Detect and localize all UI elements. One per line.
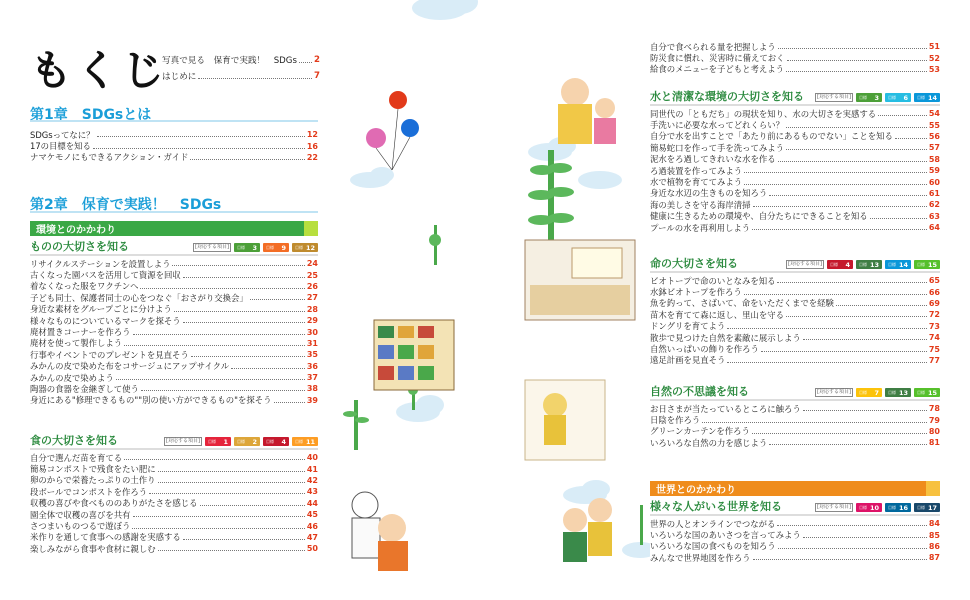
- toc-entry[interactable]: [650, 165, 940, 176]
- toc-entry-page: 62: [928, 200, 940, 210]
- toc-entry-title: 陶器の食器を金継ぎして使う: [30, 384, 139, 394]
- toc-entry-page: 64: [928, 223, 940, 233]
- toc-entry[interactable]: [30, 383, 318, 394]
- toc-entry[interactable]: [650, 52, 940, 63]
- toc-entry-page: 31: [306, 338, 318, 348]
- chapter1-title: 第1章 SDGsとは: [30, 107, 152, 123]
- toc-entry-page: 55: [928, 120, 940, 130]
- toc-entry-title: 給食のメニューを子どもと考えよう: [650, 64, 784, 75]
- toc-entry[interactable]: [30, 292, 318, 303]
- classroom-illustration: [525, 240, 635, 320]
- toc-entry-title: 卵のからで栄養たっぷりの土作り: [30, 475, 156, 486]
- toc-entry-page: 79: [928, 415, 940, 425]
- toc-entry-page: 53: [928, 64, 940, 74]
- toc-entry[interactable]: [30, 304, 318, 315]
- toc-entry-page: 57: [928, 143, 940, 153]
- sdg-goal-badge: 目標 15: [914, 388, 940, 397]
- toc-entry-page: 78: [928, 404, 940, 414]
- toc-entry[interactable]: [650, 437, 940, 448]
- toc-entry[interactable]: [650, 403, 940, 414]
- toc-entry-page: 66: [928, 287, 940, 297]
- toc-entry[interactable]: [30, 326, 318, 337]
- toc-entry[interactable]: [650, 355, 940, 366]
- toc-entry-title: 身近な素材をグループごとに分けよう: [30, 304, 172, 315]
- toc-entry-page: 85: [928, 530, 940, 540]
- toc-entry-page: 16: [306, 141, 318, 151]
- chapter2-title: 第2章 保育で実践！ SDGs: [30, 197, 222, 213]
- toc-entry-title: 17の目標を知る: [30, 141, 91, 152]
- toc-entry-title: 行事やイベントでのプレゼントを見直そう: [30, 349, 189, 360]
- toc-entry[interactable]: [30, 509, 318, 520]
- toc-entry-page: 35: [306, 350, 318, 360]
- toc-entry-title: 苗木を育てて森に返し、里山を守る: [650, 309, 784, 320]
- toc-entry-page: 12: [306, 130, 318, 140]
- toc-entry[interactable]: [30, 532, 318, 543]
- toc-entry-title: 簡易コンポストで残食をたい肥に: [30, 464, 156, 475]
- sdg-goal-badge: 目標 9: [263, 243, 289, 252]
- toc-entry[interactable]: [30, 372, 318, 383]
- toc-entry[interactable]: [30, 463, 318, 474]
- toc-entry-page: 73: [928, 321, 940, 331]
- toc-entry-page: 80: [928, 426, 940, 436]
- sdg-goal-badge: 目標 1: [205, 437, 231, 446]
- toc-entry-title: ナマケモノにもできるアクション・ガイド: [30, 152, 189, 163]
- toc-entry-title: 防災食に慣れ、災害時に備えておく: [650, 53, 785, 64]
- toc-entry[interactable]: [650, 309, 940, 320]
- sdg-goal-badge: 目標 12: [292, 243, 318, 252]
- toc-entry-title: さつまいものつるで遊ぼう: [30, 521, 131, 532]
- balloon-icon: [366, 91, 419, 170]
- toc-entry[interactable]: [30, 452, 318, 463]
- toc-entry[interactable]: [30, 349, 318, 360]
- toc-entry-title: 身近な水辺の生きものを知ろう: [650, 188, 768, 199]
- toc-entry-page: 50: [306, 544, 318, 554]
- toc-entry[interactable]: [30, 129, 318, 140]
- toc-entry[interactable]: [650, 332, 940, 343]
- toc-entry[interactable]: [30, 269, 318, 280]
- sdg-goal-badge: 目標 11: [292, 437, 318, 446]
- toc-entry-title: リサイクルステーションを設置しよう: [30, 258, 171, 269]
- toc-entry-title: みかんの皮で染めよう: [30, 372, 114, 383]
- toc-entry[interactable]: [650, 108, 940, 119]
- toc-entry-page: 69: [928, 298, 940, 308]
- toc-entry[interactable]: [650, 41, 940, 52]
- section-life: [650, 255, 940, 366]
- toc-entry-page: 77: [928, 355, 940, 365]
- toc-entry-title: ビオトープで命のいとなみを知る: [650, 275, 776, 286]
- toc-entry-title: 廃材を使って製作しよう: [30, 338, 123, 349]
- toc-entry-page: 42: [306, 475, 318, 485]
- subsection-title: 様々な人がいる世界を知る: [650, 500, 782, 513]
- related-goals-label: [対応する項目]: [788, 261, 822, 267]
- chapter1-list: [30, 129, 318, 163]
- toc-entry-page: 24: [306, 259, 318, 269]
- section-nature: [650, 383, 940, 449]
- toc-entry-title: SDGsってなに？: [30, 129, 95, 140]
- sdg-goal-badge: 目標 3: [234, 243, 260, 252]
- toc-entry-title: 自分で選んだ苗を育てる: [30, 452, 123, 463]
- toc-entry-page: 41: [306, 464, 318, 474]
- toc-entry-page: 47: [306, 532, 318, 542]
- toc-entry[interactable]: [650, 142, 940, 153]
- intro-list: [162, 52, 320, 84]
- toc-entry-page: 28: [306, 304, 318, 314]
- toc-entry[interactable]: [650, 321, 940, 332]
- toc-entry-title: 自然いっぱいの飾りを作ろう: [650, 344, 759, 355]
- subsection-title: 命の大切さを知る: [650, 257, 738, 270]
- toc-entry-page: 26: [306, 281, 318, 291]
- toc-entry-page: 75: [928, 344, 940, 354]
- toc-entry[interactable]: [650, 131, 940, 142]
- toc-entry-title: みんなで世界地図を作ろう: [650, 552, 751, 563]
- toc-entry-title: いろいろな自然の力を感じよう: [650, 437, 768, 448]
- shelf-illustration: [374, 320, 454, 390]
- sdg-goal-badge: 目標 4: [827, 260, 853, 269]
- toc-entry-title: 古くなった園バスを活用して資源を回収: [30, 270, 181, 281]
- sdg-goal-badge: 目標 15: [914, 260, 940, 269]
- toc-entry-page: 45: [306, 510, 318, 520]
- toc-entry-page: 40: [306, 453, 318, 463]
- sdg-goal-badge: 目標 16: [885, 503, 911, 512]
- sdg-goal-badge: 目標 10: [856, 503, 882, 512]
- toc-entry-page: 72: [928, 310, 940, 320]
- toc-entry-title: 健康に生きるための環境や、自分たちにできることを知る: [650, 211, 868, 222]
- toc-entry-title: 段ボールでコンポストを作ろう: [30, 486, 148, 497]
- toc-entry[interactable]: [30, 475, 318, 486]
- toc-entry[interactable]: [30, 486, 318, 497]
- toc-entry-title: 自分で食べられる量を把握しよう: [650, 41, 776, 52]
- toc-entry[interactable]: [650, 529, 940, 540]
- toc-entry[interactable]: [650, 343, 940, 354]
- sdg-goal-badge: 目標 13: [885, 388, 911, 397]
- toc-entry[interactable]: [30, 361, 318, 372]
- toc-entry[interactable]: [650, 414, 940, 425]
- toc-entry-title: 廃材置きコーナーを作ろう: [30, 327, 131, 338]
- toc-entry-title: 散歩で見つけた自然を素敵に展示しよう: [650, 332, 801, 343]
- toc-entry-title: 収穫の喜びや食べもののありがたさを感じる: [30, 498, 198, 509]
- toc-entry-title: 簡易蛇口を作って手を洗ってみよう: [650, 142, 784, 153]
- subsection-title: 自然の不思議を知る: [650, 385, 749, 398]
- toc-entry-title: お日さまが当たっているところに触ろう: [650, 403, 801, 414]
- toc-entry[interactable]: 写真で見る 保育で実践！ SDGs 2: [162, 55, 320, 66]
- section-people: [650, 498, 940, 564]
- sdg-goal-badge: 目標 4: [263, 437, 289, 446]
- toc-entry-page: 52: [928, 53, 940, 63]
- section-environment: 環境とのかかわり: [30, 221, 318, 236]
- toc-entry-page: 58: [928, 154, 940, 164]
- sdg-goal-badge: 目標 14: [914, 93, 940, 102]
- toc-entry[interactable]: [30, 498, 318, 509]
- toc-entry-title: 魚を釣って、さばいて、命をいただくまでを経験: [650, 298, 834, 309]
- toc-entry-title: 様々なものについているマークを探そう: [30, 315, 181, 326]
- toc-entry-page: 44: [306, 498, 318, 508]
- toc-entry-page: 81: [928, 438, 940, 448]
- toc-entry-page: 51: [928, 42, 940, 52]
- toc-entry[interactable]: [650, 176, 940, 187]
- toc-entry[interactable]: はじめに 7: [162, 71, 320, 82]
- toc-entry-page: 87: [928, 553, 940, 563]
- sdg-goal-badge: 目標 14: [885, 260, 911, 269]
- subsection-title: 水と清潔な環境の大切さを知る: [650, 90, 804, 103]
- toc-entry-page: 61: [928, 188, 940, 198]
- toc-entry-page: 74: [928, 333, 940, 343]
- section-water: [650, 88, 940, 233]
- toc-entry-title: グリーンカーテンを作ろう: [650, 426, 750, 437]
- related-goals-label: [対応する項目]: [195, 244, 229, 250]
- related-goals-label: [対応する項目]: [817, 389, 851, 395]
- toc-entry-title: 海の美しさを守る海岸清掃: [650, 199, 751, 210]
- toc-entry-page: 84: [928, 519, 940, 529]
- toc-entry-title: 楽しみながら食事や食材に親しむ: [30, 543, 156, 554]
- toc-entry-page: 39: [306, 395, 318, 405]
- toc-entry-page: 86: [928, 541, 940, 551]
- toc-entry-page: 29: [306, 316, 318, 326]
- toc-entry-title: 日陰を作ろう: [650, 415, 701, 426]
- sdg-goal-badge: 目標 6: [885, 93, 911, 102]
- toc-entry-title: 身近にある"修理できるもの""別の使い方ができるもの"を探そう: [30, 395, 272, 406]
- toc-entry-title: 水鉢ビオトープを作ろう: [650, 287, 742, 298]
- toc-entry[interactable]: [650, 188, 940, 199]
- toc-entry-title: いろいろな国のあいさつを言ってみよう: [650, 530, 801, 541]
- sdg-goal-badge: 目標 17: [914, 503, 940, 512]
- related-goals-label: [対応する項目]: [166, 438, 200, 444]
- toc-entry[interactable]: [650, 119, 940, 130]
- toc-entry[interactable]: [650, 211, 940, 222]
- toc-entry[interactable]: [650, 518, 940, 529]
- center-illustrations: [330, 0, 650, 600]
- page-title: もくじ: [30, 46, 169, 95]
- toc-entry[interactable]: [30, 543, 318, 554]
- toc-entry[interactable]: [650, 64, 940, 75]
- toc-entry-page: 60: [928, 177, 940, 187]
- toc-entry[interactable]: [30, 140, 318, 151]
- toc-entry-title: みかんの皮で染めた布をコサージュにアップサイクル: [30, 361, 230, 372]
- section-world: 世界とのかかわり: [650, 481, 940, 496]
- toc-entry[interactable]: [650, 199, 940, 210]
- toc-entry-page: 27: [306, 293, 318, 303]
- toc-entry-page: 38: [306, 384, 318, 394]
- toc-entry-page: 54: [928, 109, 940, 119]
- toc-entry-page: 30: [306, 327, 318, 337]
- toc-entry[interactable]: [30, 152, 318, 163]
- toc-entry-page: 56: [928, 131, 940, 141]
- toc-entry-title: 泥水をろ過してきれいな水を作る: [650, 154, 776, 165]
- toc-entry-page: 37: [306, 373, 318, 383]
- toc-entry-page: 63: [928, 211, 940, 221]
- toc-entry[interactable]: [30, 281, 318, 292]
- toc-entry[interactable]: [30, 520, 318, 531]
- toc-entry[interactable]: [650, 426, 940, 437]
- toc-entry[interactable]: [30, 395, 318, 406]
- toc-entry[interactable]: [30, 258, 318, 269]
- toc-entry-title: プールの水を再利用しよう: [650, 222, 751, 233]
- subsection-title: ものの大切さを知る: [30, 240, 129, 253]
- toc-entry-title: 手洗いに必要な水ってどれくらい？: [650, 120, 784, 131]
- toc-entry-page: 46: [306, 521, 318, 531]
- toc-entry-title: いろいろな国の食べものを知ろう: [650, 541, 776, 552]
- toc-entry-page: 36: [306, 361, 318, 371]
- toc-entry-title: 同世代の「ともだち」の現状を知り、水の大切さを実感する: [650, 108, 877, 119]
- sdg-goal-badge: 目標 7: [856, 388, 882, 397]
- toc-entry-title: 園全体で収穫の喜びを共有: [30, 509, 131, 520]
- toc-entry-title: ドングリを育てよう: [650, 321, 726, 332]
- toc-entry[interactable]: [650, 552, 940, 563]
- toc-entry[interactable]: [650, 541, 940, 552]
- toc-entry-title: 世界の人とオンラインでつながる: [650, 518, 776, 529]
- toc-entry-page: 43: [306, 487, 318, 497]
- toc-entry[interactable]: [650, 275, 940, 286]
- toc-entry-title: 自分で水を出すことで「あたり前にあるものでない」ことを知る: [650, 131, 893, 142]
- toc-entry-page: 25: [306, 270, 318, 280]
- section-mono: [30, 238, 318, 406]
- subsection-title: 食の大切さを知る: [30, 434, 118, 447]
- related-goals-label: [対応する項目]: [817, 94, 851, 100]
- related-goals-label: [対応する項目]: [817, 504, 851, 510]
- toc-entry-title: 着なくなった服をワクチンへ: [30, 281, 139, 292]
- toc-entry-title: 子ども同士、保護者同士の心をつなぐ「おさがり交換会」: [30, 292, 248, 303]
- toc-entry[interactable]: [30, 338, 318, 349]
- sdg-goal-badge: 目標 2: [234, 437, 260, 446]
- toc-entry-title: 水で植物を育ててみよう: [650, 177, 743, 188]
- toc-entry-title: 米作りを通して食事への感謝を実感する: [30, 532, 181, 543]
- toc-entry[interactable]: [650, 286, 940, 297]
- toc-entry-page: 59: [928, 166, 940, 176]
- toc-entry[interactable]: [30, 315, 318, 326]
- toc-entry[interactable]: [650, 154, 940, 165]
- sdg-goal-badge: 目標 13: [856, 260, 882, 269]
- toc-entry[interactable]: [650, 298, 940, 309]
- toc-entry-title: 遠足計画を見直そう: [650, 355, 726, 366]
- food-cont-list: [650, 41, 940, 75]
- toc-entry-page: 22: [306, 152, 318, 162]
- toc-entry[interactable]: [650, 222, 940, 233]
- sdg-goal-badge: 目標 3: [856, 93, 882, 102]
- toc-entry-title: ろ過装置を作ってみよう: [650, 165, 743, 176]
- toc-entry-page: 65: [928, 276, 940, 286]
- section-food: [30, 432, 318, 555]
